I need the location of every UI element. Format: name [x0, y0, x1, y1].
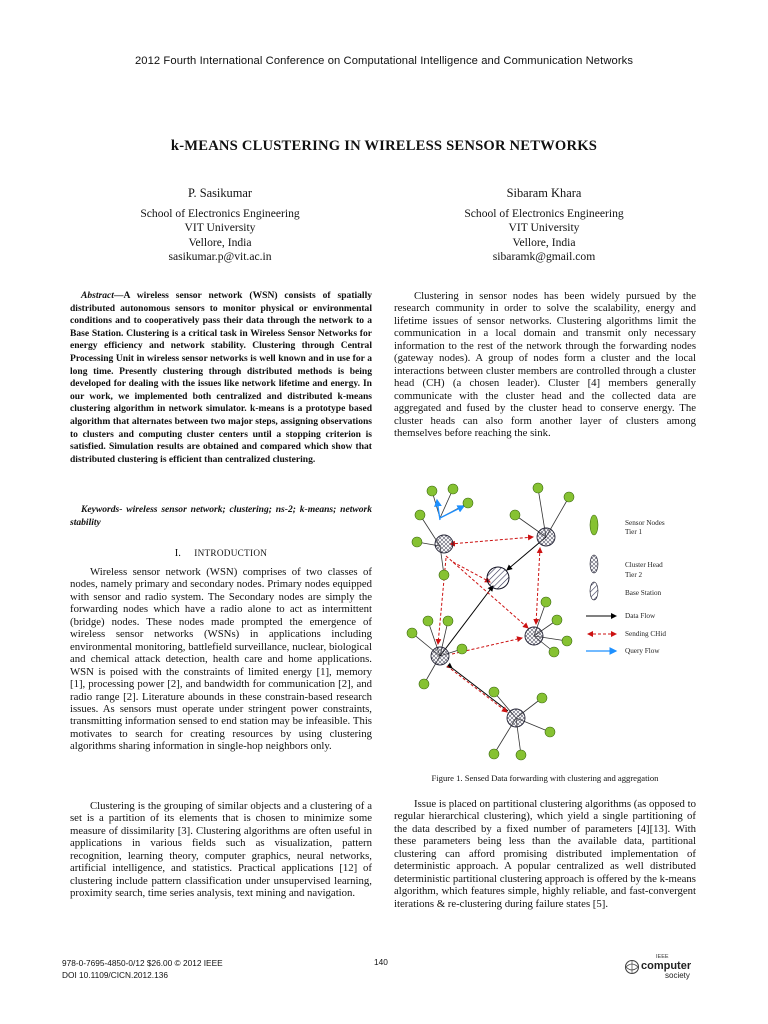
legend-base-station-label: Base Station [625, 589, 662, 597]
legend-data-flow-label: Data Flow [625, 612, 656, 620]
footer-copyright [62, 957, 223, 981]
author-school: School of Electronics Engineering [464, 207, 624, 221]
author-city: Vellore, India [188, 235, 252, 249]
abstract-label: Abstract [81, 290, 114, 301]
conference-header: 2012 Fourth International Conference on Computational Intelligence and Communication Networks [134, 55, 634, 67]
footer-isbn: 978-0-7695-4850-0/12 $26.00 © 2012 IEEE [62, 958, 223, 968]
paper-title: k-MEANS CLUSTERING IN WIRELESS SENSOR NETWORKS [170, 138, 598, 154]
data-flow-arrows [440, 518, 546, 711]
base-station [487, 567, 509, 589]
legend-cluster-head-icon [590, 555, 598, 573]
author-email[interactable]: sasikumar.p@vit.ac.in [168, 249, 272, 263]
page-number: 140 [374, 957, 388, 967]
legend-tier2: Tier 2 [625, 571, 643, 579]
author-name: Sibaram Khara [506, 186, 582, 200]
ieee-computer-society-logo [622, 950, 712, 982]
right-paragraph-2: Issue is placed on partitional clustering algorithms (as opposed to regular hierarchical clustering), which yield a single partitioning of the data described by a fixed number of parameters [4][13]. With these parameters being less than the available data, partitional clustering can afford promising distributed implementation of deterministic approach. A popular centralized as well distributed deterministic partitional clustering approach is offered by the k-means algorithm, which features simple, highly reliable, and fast-convergent iterations & re-clustering during failure states [5]. [394, 798, 696, 910]
intro-paragraph-1: Wireless sensor network (WSN) comprises of two classes of nodes, namely primary and secondary nodes. Primary nodes equipped with sensor and radio system. The Secondary nodes are simply the forwarding nodes which have a radio alone to act as intermittent (bridge) nodes. These nodes made prompted the emergence of wireless sensor networks (WSNs) in applications including environmental monitoring, battlefield surveillance, nuclear, biological and chemical attack detection, health care and home applications. WSN is poised with the constraints of limited energy [1], memory [1], processing power [2], and bandwidth for communication [2], and radio range [2]. Literature abounds in these constrain-based research issues. As sensors must operate under stringent power constraints, transmitting information sensed to end station may be infeasible. This motivates to search for creating resources by using clustering algorithms sharing information in single-hop neighbors only. [70, 566, 372, 753]
logo-ieee-text: IEEE [656, 954, 669, 960]
author-city: Vellore, India [512, 235, 576, 249]
author-school: School of Electronics Engineering [140, 207, 300, 221]
legend-tier1: Tier 1 [625, 528, 643, 536]
sensor-nodes [407, 483, 574, 760]
logo-computer-text: computer [641, 960, 692, 972]
legend-sensor-label: Sensor Nodes [625, 519, 665, 527]
figure-caption: Figure 1. Sensed Data forwarding with clustering and aggregation [431, 773, 659, 783]
section-number: I. [174, 548, 181, 559]
query-arrows [437, 500, 464, 520]
figure-legend [586, 515, 666, 655]
keywords: Keywords- wireless sensor network; clustering; ns-2; k-means; network stability [70, 504, 372, 528]
author-university: VIT University [508, 221, 580, 235]
author-name: P. Sasikumar [187, 186, 253, 200]
right-paragraph-1: Clustering in sensor nodes has been widely pursued by the research community in order to solve the scalability, energy and lifetime issues of sensor networks. Clustering algorithms limit the communication in a local domain and transmit only necessary information to the rest of the network through the forwarding nodes (gateway nodes). A group of nodes form a cluster and the local interactions between cluster members are controlled through a cluster head (CH) (a chosen leader). Cluster [4] members generally communicate with the cluster head and the collected data are aggregated and fused by the cluster head to conserve energy. The cluster heads can also form another layer of clusters among themselves before reaching the sink. [394, 290, 696, 439]
author-block-1 [80, 186, 360, 264]
section-title: INTRODUCTION [194, 548, 268, 558]
legend-base-station-icon [590, 582, 598, 600]
legend-query-label: Query Flow [625, 647, 660, 655]
legend-sensor-icon [590, 515, 598, 535]
abstract [70, 290, 372, 466]
legend-chid-label: Sending CHid [625, 630, 666, 638]
abstract-text: —A wireless sensor network (WSN) consists of spatially distributed autonomous sensors to monitor physical or environmental conditions and to cooperatively pass their data through the network to a Base Station. Clustering is a critical task in Wireless Sensor Networks for energy efficiency and network stability. Clustering through Central Processing Unit in wireless sensor networks is well known and in use for a long time. Presently clustering through distributed methods is being developed for dealing with the issues like network lifetime and energy. In our work, we implemented both centralized and distributed k-means clustering algorithm in network simulator. k-means is a prototype based algorithm that alternates between two major steps, assigning observations to clusters and computing cluster centers until a stopping criterion is satisfied. Simulation results are obtained and compared which show that distributed clustering is efficient than centralized clustering. [70, 290, 372, 465]
network-figure [404, 478, 704, 768]
intro-paragraph-2: Clustering is the grouping of similar objects and a clustering of a set is a partition of its elements that is chosen to minimize some measure of dissimilarity [3]. Clustering algorithms are often useful in applications in various fields such as visualization, pattern recognition, learning theory, computer graphics, neural networks, artificial intelligence, and statistics. Practical applications [12] of clustering include pattern classification under unsupervised learning, proximity search, time series analysis, text mining and navigation. [70, 800, 372, 900]
section-heading [70, 548, 372, 559]
author-block-2 [404, 186, 684, 264]
author-email[interactable]: sibaramk@gmail.com [492, 249, 596, 263]
footer-doi[interactable]: DOI 10.1109/CICN.2012.136 [62, 970, 168, 980]
chid-arrows [438, 537, 540, 712]
logo-society-text: society [665, 971, 690, 980]
legend-cluster-head-label: Cluster Head [625, 561, 663, 569]
author-university: VIT University [184, 221, 256, 235]
